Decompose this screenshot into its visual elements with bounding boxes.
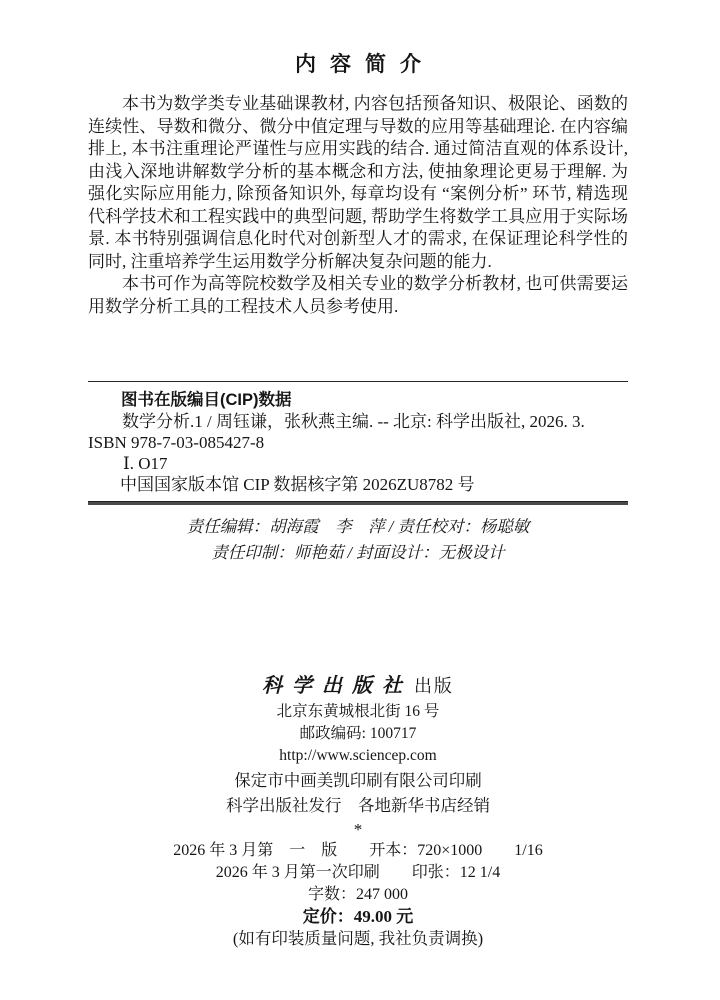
cip-block <box>88 382 628 495</box>
cip-entry-line: 数学分析.1 / 周钰谦，张秋燕主编. -- 北京: 科学出版社, 2026. 3. <box>122 412 585 431</box>
publisher-postcode: 邮政编码: 100717 <box>299 724 417 742</box>
cip-heading: 图书在版编目(CIP)数据 <box>121 391 292 409</box>
publisher-address: 北京东黄城根北街 16 号 <box>276 702 440 720</box>
intro-paragraph: 本书为数学类专业基础课教材, 内容包括预备知识、极限论、函数的连续性、导数和微分、微分中值定理与导数的应用等基础理论. 在内容编排上, 本书注重理论严谨性与应用实践的结合. 通过简洁直观的体系设计, 由浅入深地讲解数学分析的基本概念和方法, 使抽象理论更易于理解. 为强化实际应用能力, 除预备知识外, 每章均设有 “案例分析” 环节, 精选现代科学技术和工程实践中的典型问题, 帮助学生将数学工具应用于实际场景. 本书特别强调信息化时代对创新型人才的需求, 在保证理论科学性的同时, 注重培养学生运用数学分析解决复杂问题的能力. <box>88 94 628 271</box>
staff-editors-line: 责任编辑：胡海霞 李 萍 / 责任校对：杨聪敏 <box>186 516 530 536</box>
printer-line: 保定市中画美凯印刷有限公司印刷 <box>234 770 482 790</box>
cip-isbn-line: ISBN 978-7-03-085427-8 <box>88 433 265 452</box>
divider-rule-bottom <box>88 501 628 505</box>
publisher-line <box>88 672 628 701</box>
star-divider: * <box>353 819 363 839</box>
printing-line: 2026 年 3 月第一次印刷 印张：12 1/4 <box>215 863 501 881</box>
price-line: 定价：49.00 元 <box>302 906 414 926</box>
wordcount-line: 字数：247 000 <box>307 885 408 903</box>
publisher-website: http://www.sciencep.com <box>279 746 437 764</box>
cip-record-number-line: 中国国家版本馆 CIP 数据核字第 2026ZU8782 号 <box>120 475 475 494</box>
distribution-line: 科学出版社发行 各地新华书店经销 <box>226 795 490 815</box>
cip-classification-line: Ⅰ. O17 <box>123 454 168 473</box>
publisher-suffix: 出版 <box>413 675 454 696</box>
staff-credits <box>88 514 628 566</box>
publisher-logo: 科学出版社 <box>262 672 413 697</box>
intro-heading: 内容简介 <box>295 53 435 76</box>
edition-line: 2026 年 3 月第 一 版 开本：720×1000 1/16 <box>173 841 543 859</box>
quality-note-line: (如有印装质量问题, 我社负责调换) <box>232 928 484 948</box>
intro-paragraph: 本书可作为高等院校数学及相关专业的数学分析教材, 也可供需要运用数学分析工具的工程技术人员参考使用. <box>88 274 628 316</box>
staff-production-line: 责任印制：师艳茹 / 封面设计：无极设计 <box>211 542 505 562</box>
imprint-block <box>88 672 628 950</box>
